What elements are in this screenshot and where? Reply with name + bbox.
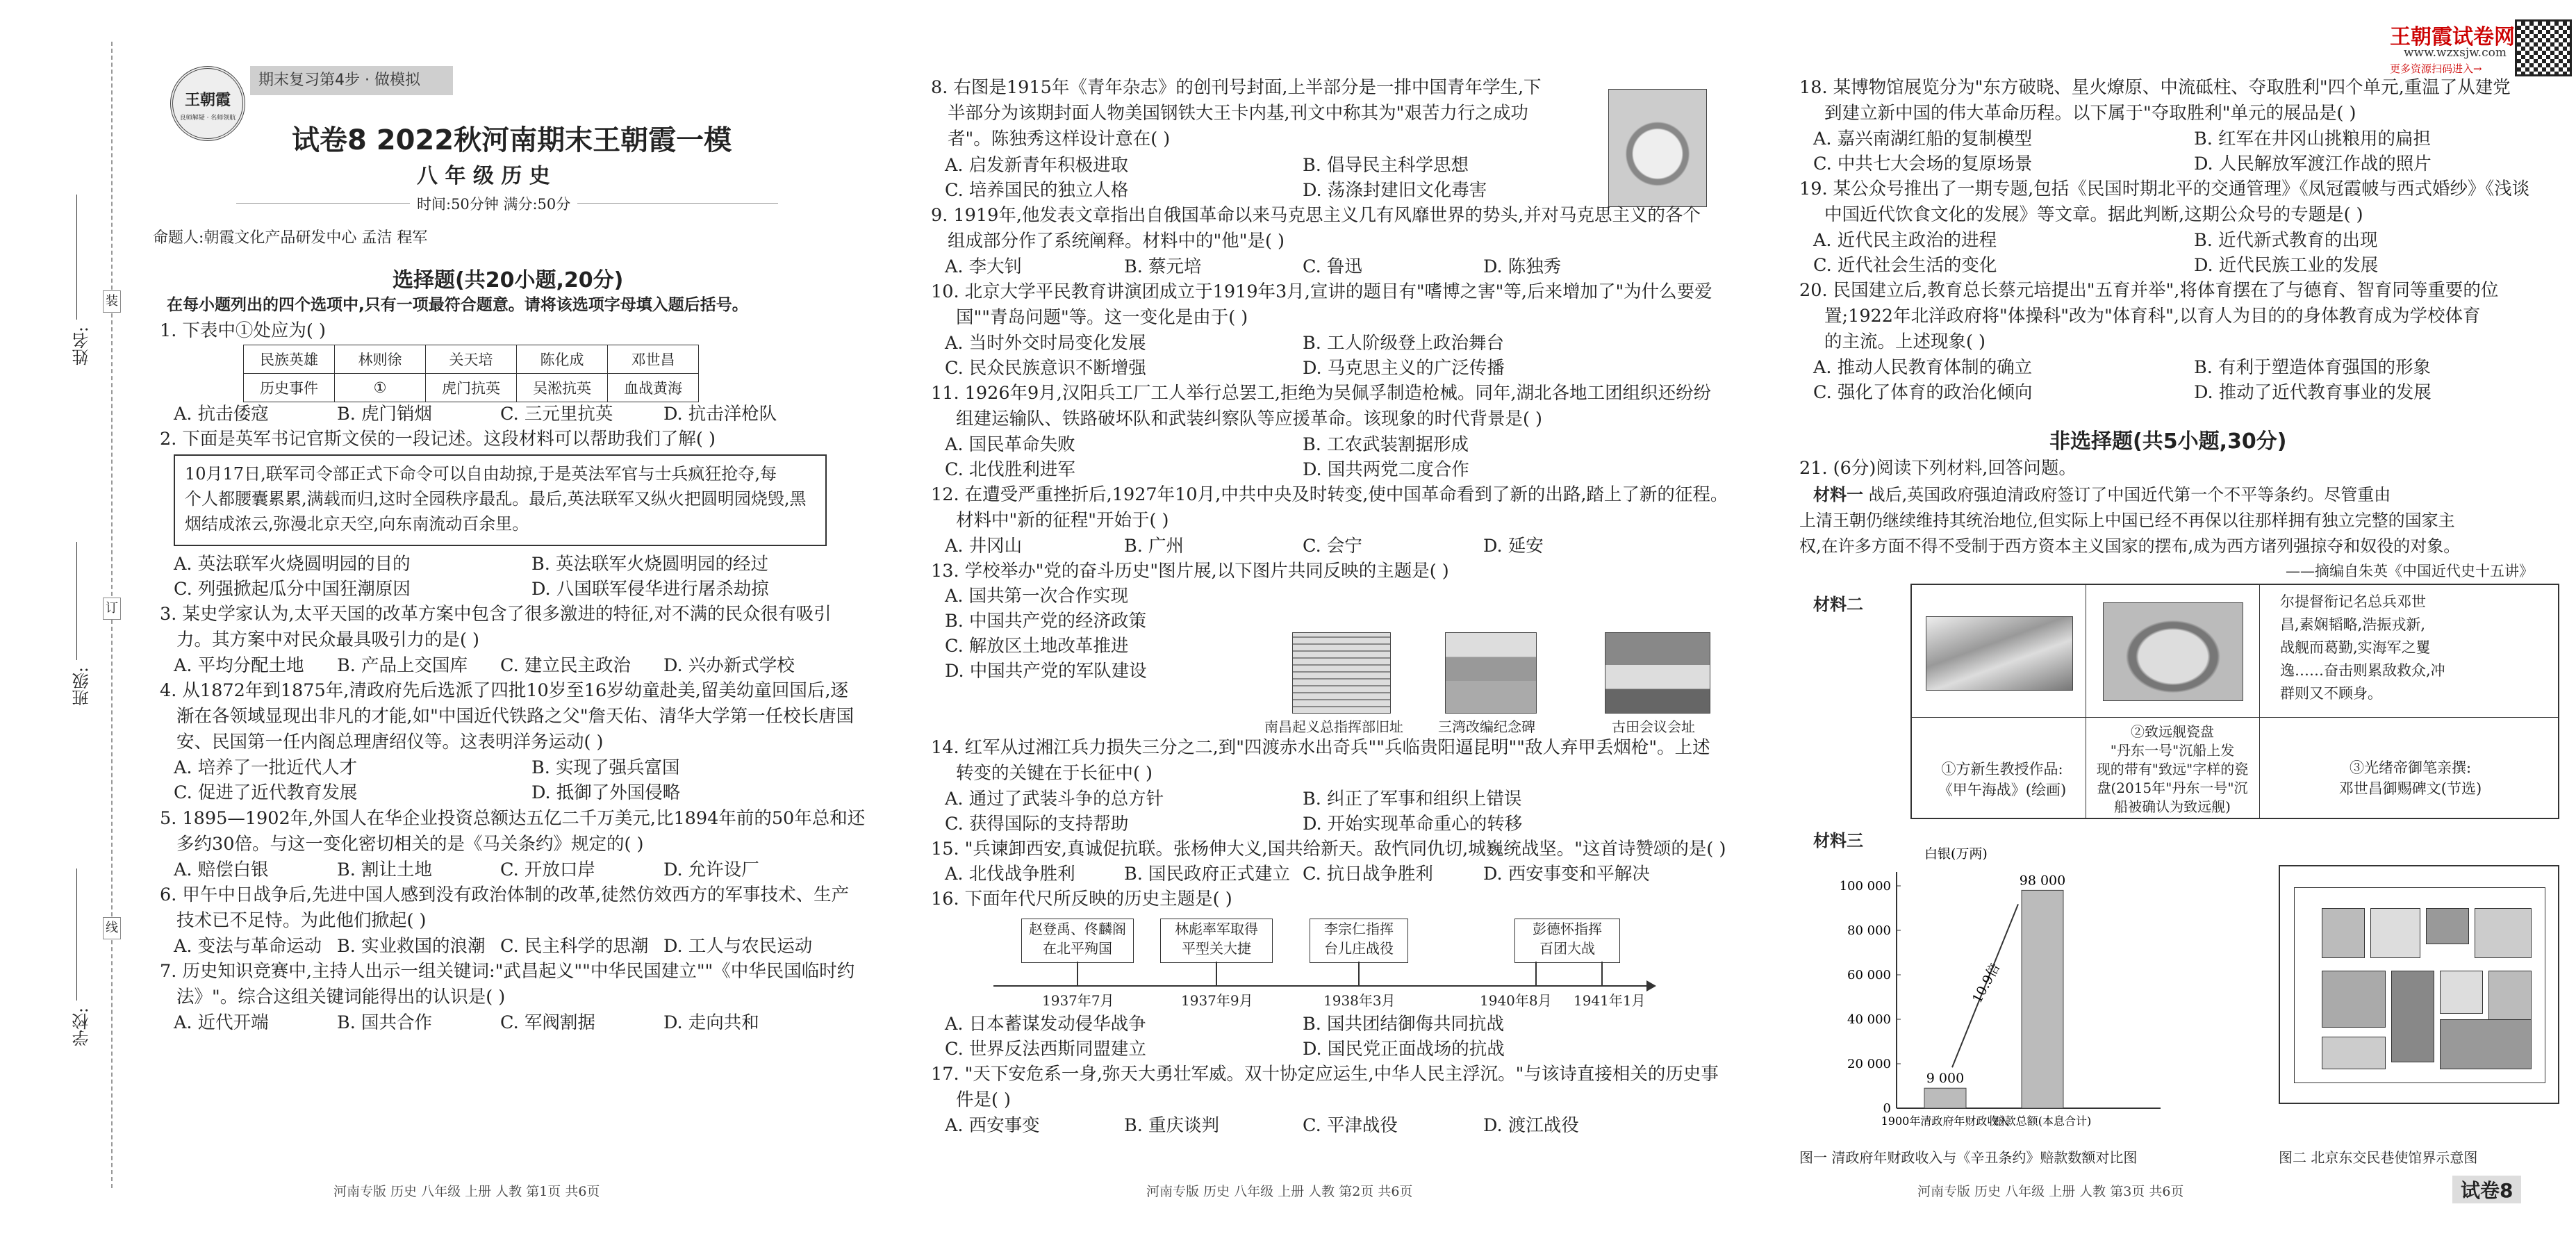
q3-stem: 3. 某史学家认为,太平天国的改革方案中包含了很多激进的特征,对不满的民众很有吸引 力。其方案中对民众最具吸引力的是( ) [160, 604, 832, 650]
q16-stem: 16. 下面年代尺所反映的历史主题是( ) [931, 889, 1232, 909]
q14-option-c[interactable]: C. 获得国际的支持帮助 [945, 814, 1129, 834]
page-3 [1792, 0, 2570, 1243]
section1-title: 选择题(共20小题,20分) [393, 268, 624, 293]
q8-stem: 8. 右图是1915年《青年杂志》的创刊号封面,上半部分是一排中国青年学生,下 半部分为该期封面人物美国钢铁大王卡内基,刊文中称其为"艰苦力行之成功 者"。陈独秀这样设计意在( ) [931, 77, 1542, 149]
q12-stem: 12. 在遭受严重挫折后,1927年10月,中共中央及时转变,使中国革命看到了新的出路,踏上了新的征程。 材料中"新的征程"开始于( ) [931, 484, 1728, 531]
seal-mark: 装 [103, 290, 121, 313]
paper-authors: 命题人:朝霞文化产品研发中心 孟洁 程军 [153, 229, 428, 247]
q9-option-b[interactable]: B. 蔡元培 [1124, 256, 1202, 277]
q17-option-a[interactable]: A. 西安事变 [945, 1115, 1040, 1136]
q11-option-d[interactable]: D. 国共两党二度合作 [1303, 459, 1469, 480]
q18-option-b[interactable]: B. 红军在井冈山挑粮用的扁担 [2194, 129, 2431, 149]
q17-option-c[interactable]: C. 平津战役 [1303, 1115, 1398, 1136]
q6-option-b[interactable]: B. 实业救国的浪潮 [337, 936, 486, 957]
q14-option-a[interactable]: A. 通过了武装斗争的总方针 [945, 789, 1164, 809]
q5-option-a[interactable]: A. 赔偿白银 [174, 859, 269, 880]
q11-stem: 11. 1926年9月,汉阳兵工厂工人举行总罢工,拒绝为吴佩孚制造枪械。同年,湖北各地工团组织还纷纷 组建运输队、铁路破坏队和武装纠察队等应援革命。该现象的时代背景是( ) [931, 383, 1712, 429]
q17-option-d[interactable]: D. 渡江战役 [1483, 1115, 1579, 1136]
q5-option-d[interactable]: D. 允许设厂 [663, 859, 759, 880]
timeline-date: 1938年3月 [1323, 992, 1396, 1009]
paper-meta: 时间:50分钟 满分:50分 [410, 193, 577, 214]
q1-option-c[interactable]: C. 三元里抗英 [500, 404, 613, 425]
q20-option-b[interactable]: B. 有利于塑造体育强国的形象 [2194, 357, 2431, 378]
q1-option-b[interactable]: B. 虎门销烟 [337, 404, 432, 425]
zhiyuan-porcelain-plate-photo [2103, 602, 2243, 701]
page-2 [924, 0, 1744, 1243]
q17-stem: 17. "天下安危系一身,弥天大勇壮军威。双十协定应运生,中华人民主浮沉。"与该诗直接相关的历史事 件是( ) [931, 1064, 1719, 1110]
chart-category-label: 赔款总额(本息合计) [1993, 1114, 2092, 1128]
q4-option-a[interactable]: A. 培养了一批近代人才 [174, 757, 358, 778]
q10-option-c[interactable]: C. 民众民族意识不断增强 [945, 358, 1146, 379]
q19-option-c[interactable]: C. 近代社会生活的变化 [1813, 255, 1997, 276]
q13-caption-1: 南昌起义总指挥部旧址 [1264, 718, 1403, 735]
q13-option-c[interactable]: C. 解放区土地改革推进 [945, 636, 1129, 657]
q5-option-c[interactable]: C. 开放口岸 [500, 859, 595, 880]
fig2-caption: 图二 北京东交民巷使馆界示意图 [2279, 1149, 2478, 1166]
q19-stem: 19. 某公众号推出了一期专题,包括《民国时期北平的交通管理》《凤冠霞帔与西式婚纱》《浅谈 中国近代饮食文化的发展》等文章。据此判断,这期公众号的专题是( ) [1799, 179, 2530, 225]
page-1 [153, 0, 882, 1243]
q6-option-a[interactable]: A. 变法与革命运动 [174, 936, 322, 957]
q7-option-d[interactable]: D. 走向共和 [663, 1012, 759, 1033]
q9-stem: 9. 1919年,他发表文章指出自俄国革命以来马克思主义几有风靡世界的势头,并对马克思主义的各个 组成部分作了系统阐释。材料中的"他"是( ) [931, 205, 1701, 252]
q1-option-a[interactable]: A. 抗击倭寇 [174, 404, 269, 425]
q2-option-b[interactable]: B. 英法联军火烧圆明园的经过 [531, 554, 768, 575]
q13-caption-2: 三湾改编纪念碑 [1438, 718, 1535, 735]
q4-stem: 4. 从1872年到1875年,清政府先后选派了四批10岁至16岁幼童赴美,留美幼童回国后,逐 渐在各领域显现出非凡的才能,如"中国近代铁路之父"詹天佑、清华大学第一任校长唐国 安、民国第一任内阁总理唐绍仪等。这表明洋务运动( ) [160, 680, 854, 752]
q16-option-a[interactable]: A. 日本蓄谋发动侵华战争 [945, 1014, 1146, 1035]
q7-stem: 7. 历史知识竞赛中,主持人出示一组关键词:"武昌起义""中华民国建立""《中华民国临时约 法》"。综合这组关键词能得出的认识是( ) [160, 961, 855, 1007]
q15-stem: 15. "兵谏卸西安,真诚促抗联。张杨伸大义,国共给新天。敌忾同仇切,城巍统战坚。"这首诗赞颂的是( ) [931, 839, 1726, 859]
q12-option-d[interactable]: D. 延安 [1483, 536, 1544, 557]
q21-material-2-grid [1910, 584, 2559, 819]
q21-material-2-label: 材料二 [1813, 595, 1863, 614]
q13-stem: 13. 学校举办"党的奋斗历史"图片展,以下图片共同反映的主题是( ) [931, 561, 1449, 582]
chart-data-label: 9 000 [1926, 1071, 1965, 1087]
q18-option-d[interactable]: D. 人民解放军渡江作战的照片 [2194, 154, 2431, 174]
nanchang-uprising-hq-photo [1292, 632, 1391, 714]
q8-magazine-cover-image [1608, 89, 1707, 207]
q2-option-d[interactable]: D. 八国联军侵华进行屠杀劫掠 [531, 579, 769, 600]
q13-option-a[interactable]: A. 国共第一次合作实现 [945, 586, 1129, 607]
q6-stem: 6. 甲午中日战争后,先进中国人感到没有政治体制的改革,徒然仿效西方的军事技术、生产 技术已不足恃。为此他们掀起( ) [160, 884, 850, 931]
section2-title: 非选择题(共5小题,30分) [2049, 429, 2287, 454]
class-field-label: 班级: [72, 667, 92, 707]
q21-material-2-caption-3: ③光绪帝御笔亲撰: 邓世昌御赐碑文(节选) [2338, 759, 2482, 797]
seal-mark: 线 [103, 917, 121, 939]
q16-option-d[interactable]: D. 国民党正面战场的抗战 [1303, 1039, 1505, 1060]
q15-option-a[interactable]: A. 北伐战争胜利 [945, 864, 1075, 884]
q20-option-a[interactable]: A. 推动人民教育体制的确立 [1813, 357, 2033, 378]
page-2-footer: 河南专版 历史 八年级 上册 人教 第2页 共6页 [1146, 1184, 1413, 1199]
chart-y-tick-label: 20 000 [1847, 1057, 1891, 1071]
chart-y-tick-label: 80 000 [1847, 923, 1891, 938]
q10-option-a[interactable]: A. 当时外交时局变化发展 [945, 333, 1146, 354]
q3-option-a[interactable]: A. 平均分配土地 [174, 655, 304, 676]
q10-stem: 10. 北京大学平民教育讲演团成立于1919年3月,宣讲的题目有"嗜博之害"等,后来增加了"为什么要爱 国""青岛问题"等。这一变化是由于( ) [931, 281, 1712, 328]
q20-stem: 20. 民国建立后,教育总长蔡元培提出"五育并举",将体育摆在了与德育、智育同等重要的位 置;1922年北洋政府将"体操科"改为"体育科",以育人为目的的身体教育成为学校体育 的主流。上述现象( ) [1799, 280, 2499, 352]
chart-bar [2022, 890, 2063, 1108]
q15-option-c[interactable]: C. 抗日战争胜利 [1303, 864, 1433, 884]
q13-option-b[interactable]: B. 中国共产党的经济政策 [945, 611, 1146, 632]
q1-stem: 1. 下表中①处应为( ) [160, 320, 326, 341]
q8-option-c[interactable]: C. 培养国民的独立人格 [945, 180, 1129, 201]
q12-option-a[interactable]: A. 井冈山 [945, 536, 1023, 557]
q10-option-b[interactable]: B. 工人阶级登上政治舞台 [1303, 333, 1504, 354]
chart-y-tick-label: 40 000 [1847, 1012, 1891, 1027]
q9-option-c[interactable]: C. 鲁迅 [1303, 256, 1362, 277]
q9-option-d[interactable]: D. 陈独秀 [1483, 256, 1562, 277]
q15-option-b[interactable]: B. 国民政府正式建立 [1124, 864, 1290, 884]
q2-stem: 2. 下面是英军书记官斯文侯的一段记述。这段材料可以帮助我们了解( ) [160, 429, 716, 450]
gutian-meeting-site-photo [1605, 632, 1710, 714]
q14-option-d[interactable]: D. 开始实现革命重心的转移 [1303, 814, 1523, 834]
chart-ylabel: 白银(万两) [1924, 846, 1988, 862]
timeline-event: 赵登禹、佟麟阁 在北平殉国 [1021, 919, 1134, 963]
q11-option-a[interactable]: A. 国民革命失败 [945, 434, 1075, 455]
chart-category-label: 1900年清政府年财政收入 [1881, 1114, 2010, 1128]
q20-option-d[interactable]: D. 推动了近代教育事业的发展 [2194, 382, 2431, 403]
q16-option-b[interactable]: B. 国共团结御侮共同抗战 [1303, 1014, 1504, 1035]
q11-option-c[interactable]: C. 北伐胜利进军 [945, 459, 1075, 480]
q15-option-d[interactable]: D. 西安事变和平解决 [1483, 864, 1650, 884]
page-1-footer: 河南专版 历史 八年级 上册 人教 第1页 共6页 [333, 1184, 600, 1199]
sanwan-monument-photo [1445, 632, 1537, 714]
paper-subtitle: 八 年 级 历 史 [417, 164, 550, 188]
q10-option-d[interactable]: D. 马克思主义的广泛传播 [1303, 358, 1505, 379]
chart-annotation: 10.9倍 [1969, 960, 2004, 1006]
timeline-date: 1941年1月 [1574, 992, 1646, 1009]
q13-caption-3: 古田会议会址 [1612, 718, 1695, 735]
q7-option-c[interactable]: C. 军阀割据 [500, 1012, 595, 1033]
q3-option-b[interactable]: B. 产品上交国库 [337, 655, 468, 676]
q20-option-c[interactable]: C. 强化了体育的政治化倾向 [1813, 382, 2033, 403]
q14-option-b[interactable]: B. 纠正了军事和组织上错误 [1303, 789, 1522, 809]
chart-y-tick-label: 60 000 [1847, 968, 1891, 982]
q12-option-b[interactable]: B. 广州 [1124, 536, 1184, 557]
site-name: 王朝霞试卷网 [2390, 25, 2515, 49]
chart-bar [1924, 1088, 1966, 1108]
page-3-footer: 河南专版 历史 八年级 上册 人教 第3页 共6页 [1917, 1184, 2184, 1199]
q8-option-b[interactable]: B. 倡导民主科学思想 [1303, 155, 1469, 176]
q9-option-a[interactable]: A. 李大钊 [945, 256, 1023, 277]
chart-y-tick-label: 100 000 [1839, 879, 1891, 894]
q18-option-a[interactable]: A. 嘉兴南湖红船的复制模型 [1813, 129, 2033, 149]
q21-material-1-source: ——摘编自朱英《中国近代史十五讲》 [2286, 563, 2534, 579]
q5-option-b[interactable]: B. 割让土地 [337, 859, 432, 880]
school-field-label: 学校: [72, 1007, 92, 1047]
q3-option-c[interactable]: C. 建立民主政治 [500, 655, 631, 676]
qr-code-icon[interactable] [2515, 19, 2572, 76]
name-field-label: 姓名: [72, 327, 92, 366]
q21-material-3-label: 材料三 [1813, 831, 1863, 850]
timeline-event: 李宗仁指挥 台儿庄战役 [1310, 919, 1408, 963]
q1-option-d[interactable]: D. 抗击洋枪队 [663, 404, 777, 425]
q19-option-d[interactable]: D. 近代民族工业的发展 [2194, 255, 2379, 276]
q5-stem: 5. 1895—1902年,外国人在华企业投资总额达五亿二千万美元,比1894年前的50年总和还 多约30倍。与这一变化密切相关的是《马关条约》规定的( ) [160, 808, 866, 855]
jiawu-naval-battle-painting [1926, 616, 2073, 691]
timeline-date: 1937年7月 [1042, 992, 1114, 1009]
q19-option-b[interactable]: B. 近代新式教育的出现 [2194, 230, 2378, 251]
q14-stem: 14. 红军从过湘江兵力损失三分之二,到"四渡赤水出奇兵""兵临贵阳逼昆明""敌人弃甲丢烟枪"。上述 转变的关键在于长征中( ) [931, 737, 1710, 784]
q18-stem: 18. 某博物馆展览分为"东方破晓、星火燎原、中流砥柱、夺取胜利"四个单元,重温了从建党 到建立新中国的伟大革命历程。以下属于"夺取胜利"单元的展品是( ) [1799, 77, 2511, 124]
binding-strip [0, 0, 160, 1243]
q11-option-b[interactable]: B. 工农武装割据形成 [1303, 434, 1469, 455]
fig1-caption: 图一 清政府年财政收入与《辛丑条约》赔款数额对比图 [1799, 1149, 2138, 1166]
q19-option-a[interactable]: A. 近代民主政治的进程 [1813, 230, 1997, 251]
q4-option-d[interactable]: D. 抵御了外国侵略 [531, 782, 681, 803]
q2-quote-box: 10月17日,联军司令部正式下命令可以自由劫掠,于是英法军官与士兵疯狂抢夺,每 个人都腰囊累累,满载而归,这时全园秩序最乱。最后,英法联军又纵火把圆明园烧毁,黑 烟结成浓云,弥漫北京天空,向东南流动百余里。 [174, 454, 827, 546]
step-banner: 期末复习第4步 · 做模拟 [250, 66, 453, 95]
timeline-event: 彭德怀指挥 百团大战 [1514, 919, 1620, 963]
q4-option-b[interactable]: B. 实现了强兵富国 [531, 757, 680, 778]
q13-option-d[interactable]: D. 中国共产党的军队建设 [945, 661, 1147, 682]
q12-option-c[interactable]: C. 会宁 [1303, 536, 1362, 557]
seal-mark: 订 [103, 598, 121, 620]
q3-option-d[interactable]: D. 兴办新式学校 [663, 655, 795, 676]
q16-option-c[interactable]: C. 世界反法西斯同盟建立 [945, 1039, 1146, 1060]
q18-option-c[interactable]: C. 中共七大会场的复原场景 [1813, 154, 2033, 174]
q21-material-2-poem: 尔提督衔记名总兵邓世 昌,素娴韬略,浩振戎新, 战舰而葛勤,实海军之矍 逸……奋击则累敌救众,冲 群则又不顾身。 [2280, 593, 2445, 702]
q21-material-2-caption-1: ①方新生教授作品: 《甲午海战》(绘画) [1938, 761, 2067, 798]
q21-material-2-caption-2: ②致远舰瓷盘 "丹东一号"沉船上发 现的带有"致远"字样的瓷 盘(2015年"丹东一号"沉 船被确认为致远舰) [2096, 723, 2249, 815]
chart-data-label: 98 000 [2019, 873, 2066, 889]
q21-material-1: 材料一 战后,英国政府强迫清政府签订了中国近代第一个不平等条约。尽管重由 上清王朝仍继续维持其统治地位,但实际上中国已经不再保以往那样拥有独立完整的国家主 权,在许多方面不得不受制于西方资本主义国家的摆布,成为西方诸列强掠夺和奴役的对象。 [1799, 485, 2461, 556]
timeline-event: 林彪率军取得 平型关大捷 [1160, 919, 1273, 963]
q2-option-a[interactable]: A. 英法联军火烧圆明园的目的 [174, 554, 411, 575]
q8-option-a[interactable]: A. 启发新青年积极进取 [945, 155, 1129, 176]
q2-option-c[interactable]: C. 列强掀起瓜分中国狂潮原因 [174, 579, 411, 600]
indemnity-bar-chart [1820, 844, 2181, 1136]
paper-title: 试卷8 2022秋河南期末王朝霞一模 [292, 124, 732, 156]
chart-y-tick-label: 0 [1883, 1101, 1891, 1116]
timeline-date: 1937年9月 [1181, 992, 1253, 1009]
brand-logo: 王朝霞 良师解疑 · 名师领航 [170, 66, 245, 141]
q7-option-b[interactable]: B. 国共合作 [337, 1012, 432, 1033]
q21-stem: 21. (6分)阅读下列材料,回答问题。 [1799, 458, 2077, 479]
timeline-date: 1940年8月 [1480, 992, 1552, 1009]
q6-option-c[interactable]: C. 民主科学的思潮 [500, 936, 649, 957]
q4-option-c[interactable]: C. 促进了近代教育发展 [174, 782, 358, 803]
q8-option-d[interactable]: D. 荡涤封建旧文化毒害 [1303, 180, 1487, 201]
legation-quarter-map [2279, 865, 2559, 1104]
q17-option-b[interactable]: B. 重庆谈判 [1124, 1115, 1219, 1136]
section1-instruction: 在每小题列出的四个选项中,只有一项最符合题意。请将该选项字母填入题后括号。 [167, 296, 748, 314]
paper-badge: 试卷8 [2452, 1176, 2521, 1203]
site-url: www.wzxsjw.com [2404, 46, 2507, 60]
site-slogan: 更多资源扫码进入→ [2390, 63, 2482, 75]
q6-option-d[interactable]: D. 工人与农民运动 [663, 936, 813, 957]
q7-option-a[interactable]: A. 近代开端 [174, 1012, 269, 1033]
q1-table: 民族英雄 林则徐 关天培 陈化成 邓世昌 历史事件 ① 虎门抗英 吴淞抗英 血战黄海 [243, 345, 699, 402]
